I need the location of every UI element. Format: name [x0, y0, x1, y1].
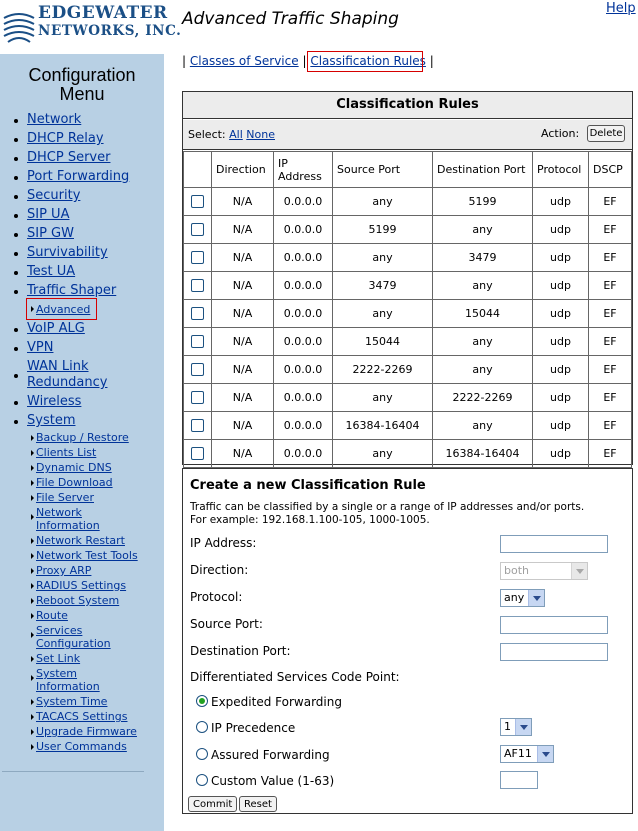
table-row	[184, 300, 632, 328]
cell-proto: udp	[533, 412, 589, 440]
menu-item-sip-ua[interactable]: SIP UA	[0, 206, 164, 225]
cell-ip: 0.0.0.0	[274, 216, 333, 244]
chevron-down-icon	[515, 719, 531, 735]
table-row	[184, 188, 632, 216]
direction-label: Direction:	[190, 563, 249, 577]
row-checkbox[interactable]	[191, 419, 204, 432]
arrow-right-icon	[31, 699, 34, 705]
radio-icon[interactable]	[196, 748, 208, 760]
dscp-label: Differentiated Services Code Point:	[190, 670, 400, 684]
assured-forwarding-select[interactable]: AF11	[500, 745, 554, 763]
menu-item-vpn[interactable]: VPN	[0, 339, 164, 358]
column-header: Direction	[212, 152, 274, 188]
cell-src: any	[333, 188, 433, 216]
cell-src: 3479	[333, 272, 433, 300]
destination-port-input[interactable]	[500, 643, 608, 661]
cell-dst: 5199	[433, 188, 533, 216]
cell-src: any	[333, 384, 433, 412]
table-row	[184, 412, 632, 440]
cell-dscp: EF	[589, 216, 632, 244]
cell-dst: any	[433, 356, 533, 384]
radio-expedited-forwarding[interactable]: Expedited Forwarding	[196, 695, 342, 709]
submenu-item-advanced[interactable]: Advanced	[0, 301, 164, 320]
menu-item-traffic-shaper[interactable]: Traffic Shaper	[0, 282, 164, 301]
cell-direction: N/A	[212, 328, 274, 356]
cell-dscp: EF	[589, 300, 632, 328]
submenu-item-network-information[interactable]: Network Information	[0, 506, 164, 534]
radio-icon[interactable]	[196, 774, 208, 786]
row-checkbox[interactable]	[191, 391, 204, 404]
arrow-right-icon	[31, 553, 34, 559]
cell-dst: 2222-2269	[433, 384, 533, 412]
cell-dscp: EF	[589, 384, 632, 412]
cell-src: 15044	[333, 328, 433, 356]
menu-item-dhcp-relay[interactable]: DHCP Relay	[0, 130, 164, 149]
cell-dst: 15044	[433, 300, 533, 328]
delete-button[interactable]: Delete	[587, 125, 625, 142]
sidebar	[0, 0, 182, 831]
arrow-right-icon	[31, 538, 34, 544]
cell-ip: 0.0.0.0	[274, 440, 333, 468]
cell-direction: N/A	[212, 384, 274, 412]
arrow-right-icon	[31, 656, 34, 662]
menu-item-test-ua[interactable]: Test UA	[0, 263, 164, 282]
brand-name: EDGEWATER	[38, 3, 168, 23]
cell-proto: udp	[533, 188, 589, 216]
arrow-right-icon	[31, 480, 34, 486]
radio-icon[interactable]	[196, 721, 208, 733]
table-header-row	[184, 152, 632, 188]
cell-src: 2222-2269	[333, 356, 433, 384]
cell-src: any	[333, 300, 433, 328]
cell-dscp: EF	[589, 244, 632, 272]
ip-address-label: IP Address:	[190, 536, 257, 550]
arrow-right-icon	[31, 598, 34, 604]
menu-item-network[interactable]: Network	[0, 111, 164, 130]
cell-ip: 0.0.0.0	[274, 412, 333, 440]
cell-ip: 0.0.0.0	[274, 356, 333, 384]
cell-direction: N/A	[212, 272, 274, 300]
submenu-item-services-configuration[interactable]: Services Configuration	[0, 624, 164, 652]
source-port-label: Source Port:	[190, 617, 263, 631]
menu-list	[0, 111, 164, 755]
radio-ip-precedence[interactable]: IP Precedence	[196, 721, 295, 735]
logo	[0, 0, 182, 54]
chevron-down-icon	[571, 563, 587, 579]
active-tab-highlight	[307, 51, 423, 72]
protocol-label: Protocol:	[190, 590, 243, 604]
arrow-right-icon	[31, 714, 34, 720]
cell-direction: N/A	[212, 188, 274, 216]
cell-dscp: EF	[589, 188, 632, 216]
cell-src: any	[333, 440, 433, 468]
submenu-item-upgrade-firmware[interactable]: Upgrade Firmware	[0, 725, 164, 740]
radio-custom-value[interactable]: Custom Value (1-63)	[196, 774, 334, 788]
menu-title: Configuration Menu	[28, 65, 136, 104]
current-page-highlight	[26, 298, 97, 320]
cell-direction: N/A	[212, 356, 274, 384]
arrow-right-icon	[31, 675, 34, 681]
create-rule-title: Create a new Classification Rule	[190, 478, 426, 493]
cell-src: 5199	[333, 216, 433, 244]
tab-classes-of-service[interactable]: Classes of Service	[189, 54, 299, 68]
row-checkbox[interactable]	[191, 279, 204, 292]
menu-item-system[interactable]: System	[0, 412, 164, 431]
cell-dscp: EF	[589, 328, 632, 356]
rules-toolbar: Select: All None Action: Delete	[183, 120, 632, 150]
menu-item-survivability[interactable]: Survivability	[0, 244, 164, 263]
row-checkbox[interactable]	[191, 223, 204, 236]
submenu-item-system-information[interactable]: System Information	[0, 667, 164, 695]
menu-item-wan-link-redundancy[interactable]: WAN Link Redundancy	[0, 358, 164, 393]
cell-dst: 16384-16404	[433, 440, 533, 468]
select-all-link[interactable]: All	[229, 128, 243, 141]
cell-dst: any	[433, 216, 533, 244]
cell-dst: 3479	[433, 244, 533, 272]
cell-ip: 0.0.0.0	[274, 328, 333, 356]
radio-assured-forwarding[interactable]: Assured Forwarding	[196, 748, 330, 762]
cell-direction: N/A	[212, 216, 274, 244]
column-header: Source Port	[333, 152, 433, 188]
menu-item-dhcp-server[interactable]: DHCP Server	[0, 149, 164, 168]
tab-classification-rules[interactable]: Classification Rules	[310, 54, 426, 68]
arrow-right-icon	[31, 613, 34, 619]
submenu-item-reboot-system[interactable]: Reboot System	[0, 594, 164, 609]
table-row	[184, 272, 632, 300]
submenu-item-backup-restore[interactable]: Backup / Restore	[0, 431, 164, 446]
cell-ip: 0.0.0.0	[274, 384, 333, 412]
cell-proto: udp	[533, 356, 589, 384]
cell-ip: 0.0.0.0	[274, 300, 333, 328]
cell-dst: any	[433, 412, 533, 440]
custom-value-input[interactable]	[500, 771, 538, 789]
submenu-item-file-server[interactable]: File Server	[0, 491, 164, 506]
brand-subtitle: NETWORKS, INC.	[38, 23, 182, 39]
ip-address-input[interactable]	[500, 535, 608, 553]
menu-item-security[interactable]: Security	[0, 187, 164, 206]
rules-table	[183, 151, 632, 468]
cell-proto: udp	[533, 272, 589, 300]
table-row	[184, 356, 632, 384]
submenu-item-radius-settings[interactable]: RADIUS Settings	[0, 579, 164, 594]
page-title: Advanced Traffic Shaping	[182, 9, 399, 29]
arrow-right-icon	[31, 744, 34, 750]
cell-direction: N/A	[212, 300, 274, 328]
cell-proto: udp	[533, 300, 589, 328]
arrow-right-icon	[31, 568, 34, 574]
column-header: DSCP	[589, 152, 632, 188]
menu-item-voip-alg[interactable]: VoIP ALG	[0, 320, 164, 339]
submenu-item-network-restart[interactable]: Network Restart	[0, 534, 164, 549]
row-checkbox[interactable]	[191, 447, 204, 460]
cell-proto: udp	[533, 244, 589, 272]
cell-dst: any	[433, 272, 533, 300]
cell-dscp: EF	[589, 356, 632, 384]
chevron-down-icon	[537, 746, 553, 762]
cell-ip: 0.0.0.0	[274, 188, 333, 216]
arrow-right-icon	[31, 729, 34, 735]
cell-dscp: EF	[589, 412, 632, 440]
row-checkbox[interactable]	[191, 251, 204, 264]
reset-button[interactable]: Reset	[239, 796, 277, 812]
cell-direction: N/A	[212, 412, 274, 440]
submenu-item-tacacs-settings[interactable]: TACACS Settings	[0, 710, 164, 725]
menu-item-port-forwarding[interactable]: Port Forwarding	[0, 168, 164, 187]
column-header: Destination Port	[433, 152, 533, 188]
cell-ip: 0.0.0.0	[274, 244, 333, 272]
column-header: Protocol	[533, 152, 589, 188]
cell-src: any	[333, 244, 433, 272]
arrow-right-icon	[31, 465, 34, 471]
row-checkbox[interactable]	[191, 335, 204, 348]
create-rule-description: Traffic can be classified by a single or a range of IP addresses and/or ports. For example: 192.168.1.100-105, 1000-1005.	[190, 501, 585, 526]
ip-precedence-select[interactable]: 1	[500, 718, 532, 736]
cell-direction: N/A	[212, 440, 274, 468]
arrow-right-icon	[31, 514, 34, 520]
menu-item-wireless[interactable]: Wireless	[0, 393, 164, 412]
submenu-item-route[interactable]: Route	[0, 609, 164, 624]
submenu-item-dynamic-dns[interactable]: Dynamic DNS	[0, 461, 164, 476]
cell-direction: N/A	[212, 244, 274, 272]
cell-proto: udp	[533, 384, 589, 412]
commit-button[interactable]: Commit	[188, 796, 237, 812]
destination-port-label: Destination Port:	[190, 644, 291, 658]
row-checkbox[interactable]	[191, 195, 204, 208]
cell-proto: udp	[533, 328, 589, 356]
protocol-select[interactable]: any	[500, 589, 545, 607]
submenu-item-set-link[interactable]: Set Link	[0, 652, 164, 667]
submenu-item-clients-list[interactable]: Clients List	[0, 446, 164, 461]
submenu-item-user-commands[interactable]: User Commands	[0, 740, 164, 755]
arrow-right-icon	[31, 583, 34, 589]
submenu-item-system-time[interactable]: System Time	[0, 695, 164, 710]
cell-dscp: EF	[589, 440, 632, 468]
submenu-item-network-test-tools[interactable]: Network Test Tools	[0, 549, 164, 564]
direction-select: both	[500, 562, 588, 580]
arrow-right-icon	[31, 435, 34, 441]
table-row	[184, 384, 632, 412]
table-row	[184, 216, 632, 244]
cell-dst: any	[433, 328, 533, 356]
source-port-input[interactable]	[500, 616, 608, 634]
arrow-right-icon	[31, 450, 34, 456]
radio-selected-icon[interactable]	[196, 695, 208, 707]
cell-proto: udp	[533, 216, 589, 244]
table-row	[184, 244, 632, 272]
globe-logo-icon	[2, 4, 36, 44]
rules-table-title: Classification Rules	[183, 92, 632, 119]
chevron-down-icon	[528, 590, 544, 606]
table-row	[184, 440, 632, 468]
column-header: IP Address	[274, 152, 333, 188]
table-row	[184, 328, 632, 356]
cell-src: 16384-16404	[333, 412, 433, 440]
cell-ip: 0.0.0.0	[274, 272, 333, 300]
create-rule-panel	[182, 468, 633, 814]
row-checkbox[interactable]	[191, 307, 204, 320]
help-link[interactable]: Help	[606, 1, 636, 16]
menu-item-sip-gw[interactable]: SIP GW	[0, 225, 164, 244]
row-checkbox[interactable]	[191, 363, 204, 376]
cell-dscp: EF	[589, 272, 632, 300]
classification-rules-panel	[182, 91, 633, 465]
submenu-item-file-download[interactable]: File Download	[0, 476, 164, 491]
cell-proto: udp	[533, 440, 589, 468]
arrow-right-icon	[31, 495, 34, 501]
tab-bar: | Classes of Service | Classification Rules |	[182, 54, 434, 68]
select-none-link[interactable]: None	[246, 128, 275, 141]
submenu-item-proxy-arp[interactable]: Proxy ARP	[0, 564, 164, 579]
sidebar-divider	[2, 771, 144, 772]
arrow-right-icon	[31, 632, 34, 638]
